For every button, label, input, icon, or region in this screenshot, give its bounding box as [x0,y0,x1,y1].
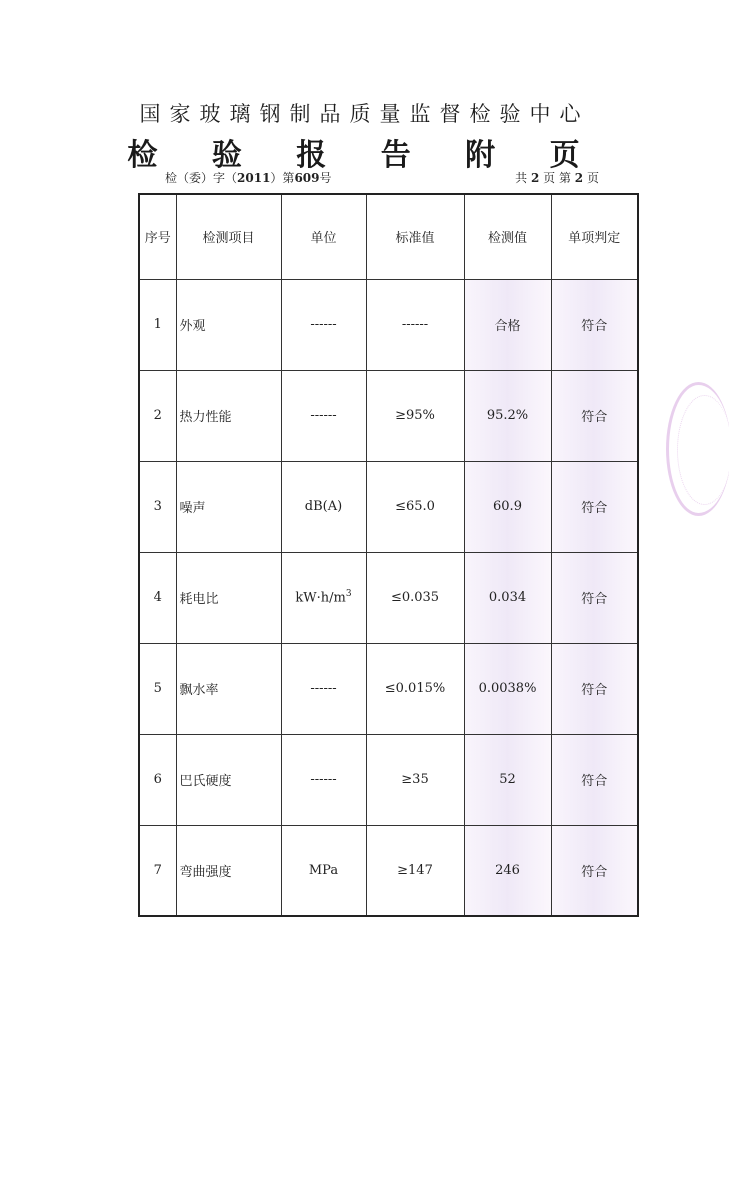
col-header-item: 检测项目 [176,194,281,279]
doc-no: 609 [294,171,320,185]
table-row [139,552,638,643]
cell-unit: dB(A) [281,461,366,552]
pages-prefix: 共 [515,171,528,185]
total-pages: 2 [530,171,540,185]
cell-verdict: 符合 [551,370,638,461]
cell-standard: ≥147 [366,825,464,916]
doc-no-mid: ）第 [270,171,295,185]
cell-item: 噪声 [176,461,281,552]
page-indicator [515,169,599,186]
doc-no-prefix: 检（委）字（ [165,171,238,185]
col-header-measured: 检测值 [464,194,551,279]
cell-item: 耗电比 [176,552,281,643]
col-header-standard: 标准值 [366,194,464,279]
cell-no: 3 [139,461,176,552]
cell-item: 热力性能 [176,370,281,461]
table-row [139,370,638,461]
cell-no: 5 [139,643,176,734]
cell-measured: 60.9 [464,461,551,552]
cell-item: 外观 [176,279,281,370]
pages-mid: 页 第 [543,171,571,185]
doc-year: 2011 [237,171,271,185]
cell-no: 1 [139,279,176,370]
official-seal-stamp [666,382,729,516]
cell-standard: ≤0.015% [366,643,464,734]
cell-no: 4 [139,552,176,643]
cell-standard: ≥35 [366,734,464,825]
cell-standard: ≥95% [366,370,464,461]
cell-verdict: 符合 [551,279,638,370]
cell-item: 飘水率 [176,643,281,734]
cell-verdict: 符合 [551,825,638,916]
col-header-no: 序号 [139,194,176,279]
test-results-table [138,193,639,917]
pages-suffix: 页 [586,171,599,185]
cell-standard: ≤0.035 [366,552,464,643]
cell-measured: 0.0038% [464,643,551,734]
cell-standard: ≤65.0 [366,461,464,552]
cell-verdict: 符合 [551,643,638,734]
unit-superscript: 3 [345,589,352,600]
cell-measured: 52 [464,734,551,825]
unit-text: kW·h/m [295,590,346,606]
cell-item: 弯曲强度 [176,825,281,916]
table-row [139,643,638,734]
cell-standard: ------ [366,279,464,370]
cell-measured: 合格 [464,279,551,370]
cell-unit: MPa [281,825,366,916]
cell-unit [281,552,366,643]
cell-unit: ------ [281,643,366,734]
col-header-verdict: 单项判定 [551,194,638,279]
cell-verdict: 符合 [551,734,638,825]
cell-unit: ------ [281,279,366,370]
table-row [139,279,638,370]
doc-no-suffix: 号 [319,171,332,185]
cell-verdict: 符合 [551,552,638,643]
cell-item: 巴氏硬度 [176,734,281,825]
cell-verdict: 符合 [551,461,638,552]
table-header-row [139,194,638,279]
table-row [139,734,638,825]
report-title: 检 验 报 告 附 页 [127,138,602,173]
cell-unit: ------ [281,734,366,825]
cell-no: 7 [139,825,176,916]
table-row [139,825,638,916]
cell-no: 2 [139,370,176,461]
col-header-unit: 单位 [281,194,366,279]
cell-unit: ------ [281,370,366,461]
cell-measured: 95.2% [464,370,551,461]
table-row [139,461,638,552]
current-page: 2 [574,171,584,185]
cell-measured: 246 [464,825,551,916]
cell-no: 6 [139,734,176,825]
document-number [165,169,332,186]
cell-measured: 0.034 [464,552,551,643]
organization-name: 国家玻璃钢制品质量监督检验中心 [139,102,590,126]
